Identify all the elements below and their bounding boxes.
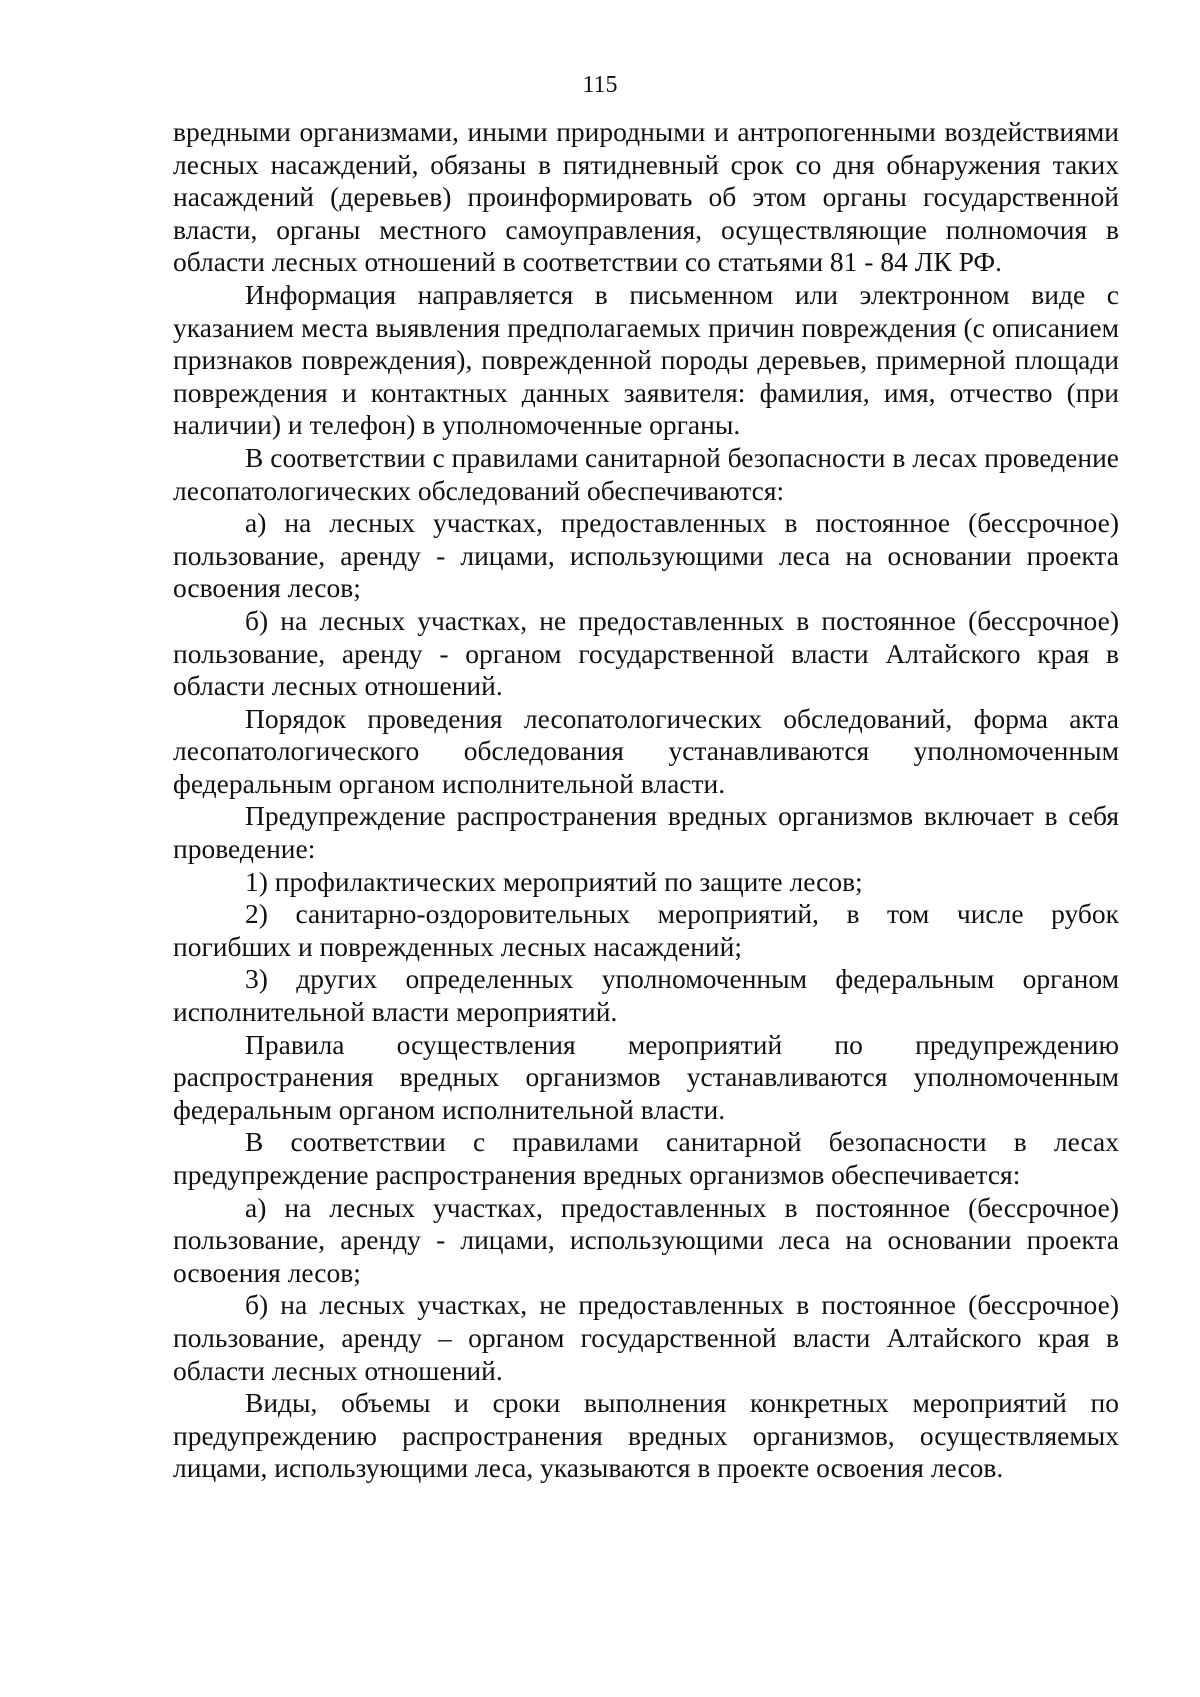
paragraph-prevention-includes: Предупреждение распространения вредных организмов включает в себя проведение: — [173, 800, 1119, 865]
list-item-prevention-a: а) на лесных участках, предоставленных в постоянное (бессрочное) пользование, аренду - лицами, использующими леса на основании проекта освоения лесов; — [173, 1191, 1119, 1288]
paragraph-measures-in-project: Виды, объемы и сроки выполнения конкретных мероприятий по предупреждению распространения вредных организмов, осуществляемых лицами, использующими леса, указываются в проекте освоения лесов. — [173, 1387, 1119, 1484]
page-number: 115 — [582, 72, 618, 98]
paragraph-continuation: вредными организмами, иными природными и антропогенными воздействиями лесных насаждений, обязаны в пятидневный срок со дня обнаружения таких насаждений (деревьев) проинформировать об этом органы государственной власти, органы местного самоуправления, осуществляющие полномочия в области лесных отношений в соответствии со статьями 81 - 84 ЛК РФ. — [173, 116, 1119, 278]
list-item-prevention-2: 2) санитарно-оздоровительных мероприятий, в том числе рубок погибших и поврежденных лесных насаждений; — [173, 898, 1119, 962]
paragraph-prevention-provision: В соответствии с правилами санитарной безопасности в лесах предупреждение распространения вредных организмов обеспечивается: — [173, 1126, 1119, 1190]
list-item-prevention-1: 1) профилактических мероприятий по защите лесов; — [245, 865, 863, 897]
document-body — [173, 116, 1119, 1485]
list-item-prevention-3: 3) других определенных уполномоченным федеральным органом исполнительной власти мероприятий. — [173, 963, 1119, 1028]
list-item-surveys-b: б) на лесных участках, не предоставленных в постоянное (бессрочное) пользование, аренду - органом государственной власти Алтайского края в области лесных отношений. — [173, 604, 1119, 702]
paragraph-prevention-rules: Правила осуществления мероприятий по предупреждению распространения вредных организмов устанавливаются уполномоченным федеральным органом исполнительной власти. — [173, 1028, 1119, 1125]
paragraph-information-submission: Информация направляется в письменном или электронном виде с указанием места выявления предполагаемых причин повреждения (с описанием признаков повреждения), поврежденной породы деревьев, примерной площади повреждения и контактных данных заявителя: фамилия, имя, отчество (при наличии) и телефон) в уполномоченные органы. — [173, 278, 1119, 441]
paragraph-surveys-provision: В соответствии с правилами санитарной безопасности в лесах проведение лесопатологических обследований обеспечиваются: — [173, 441, 1119, 506]
list-item-prevention-b: б) на лесных участках, не предоставленных в постоянное (бессрочное) пользование, аренду – органом государственной власти Алтайского края в области лесных отношений. — [173, 1289, 1119, 1386]
paragraph-survey-procedure: Порядок проведения лесопатологических обследований, форма акта лесопатологического обследования устанавливаются уполномоченным федеральным органом исполнительной власти. — [173, 702, 1119, 799]
list-item-surveys-a: а) на лесных участках, предоставленных в постоянное (бессрочное) пользование, аренду - лицами, использующими леса на основании проекта освоения лесов; — [173, 507, 1119, 604]
